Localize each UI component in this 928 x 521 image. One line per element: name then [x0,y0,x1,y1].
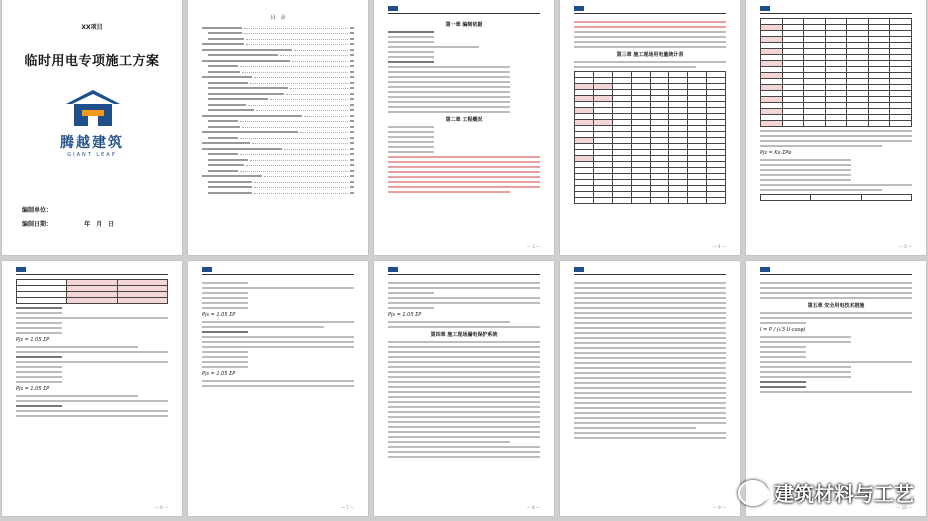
watermark-text: 建筑材料与工艺 [774,482,914,506]
wechat-icon [738,480,768,506]
page-10[interactable]: 第五章 安全用电技术措施 I = P / (√3·U·cosφ) — 10 — [746,261,926,516]
page3-heading-2: 第二章 工程概况 [445,117,483,123]
toc-title: 目 录 [270,15,286,21]
cover-date-label: 编制日期： [22,221,53,228]
page-3[interactable]: 第一章 编制依据 第二章 工程概况 — 3 — [374,0,554,255]
watermark [738,478,914,507]
page-4[interactable]: 第三章 施工现场用电量统计表 — 4 — [560,0,740,255]
cover-brand-en: GIANT LEAP [67,152,117,158]
page-6[interactable]: Pjs = 1.05 ΣP Pjs = 1.05 ΣP — 6 — [2,261,182,516]
cover-project-name: XX项目 [81,24,103,31]
equipment-table [760,18,912,127]
company-logo-icon [62,88,124,128]
page7-heading-1: 第四章 施工现场漏电保护系统 [430,332,498,338]
page-cover[interactable] [2,0,182,255]
page-8[interactable]: Pjs = 1.05 ΣP 第四章 施工现场漏电保护系统 — 8 — [374,261,554,516]
cover-unit-label: 编制单位： [22,207,53,214]
page-toc[interactable] [188,0,368,255]
page-5[interactable]: Pjs = Kx·ΣPe — 5 — [746,0,926,255]
page-7[interactable]: Pjs = 1.05 ΣP Pjs = 1.05 ΣP — 7 — [188,261,368,516]
document-page-grid [2,0,926,516]
load-table [574,71,726,204]
cover-brand-cn: 腾越建筑 [60,135,124,151]
page4-heading-1: 第三章 施工现场用电量统计表 [616,52,684,58]
cover-date-tail: 年 月 日 [84,221,115,228]
page-9[interactable]: — 9 — [560,261,740,516]
page3-heading-1: 第一章 编制依据 [445,22,483,28]
cover-title: 临时用电专项施工方案 [24,54,160,69]
page10-heading-1: 第五章 安全用电技术措施 [807,303,865,309]
cover-date-row [22,219,114,228]
